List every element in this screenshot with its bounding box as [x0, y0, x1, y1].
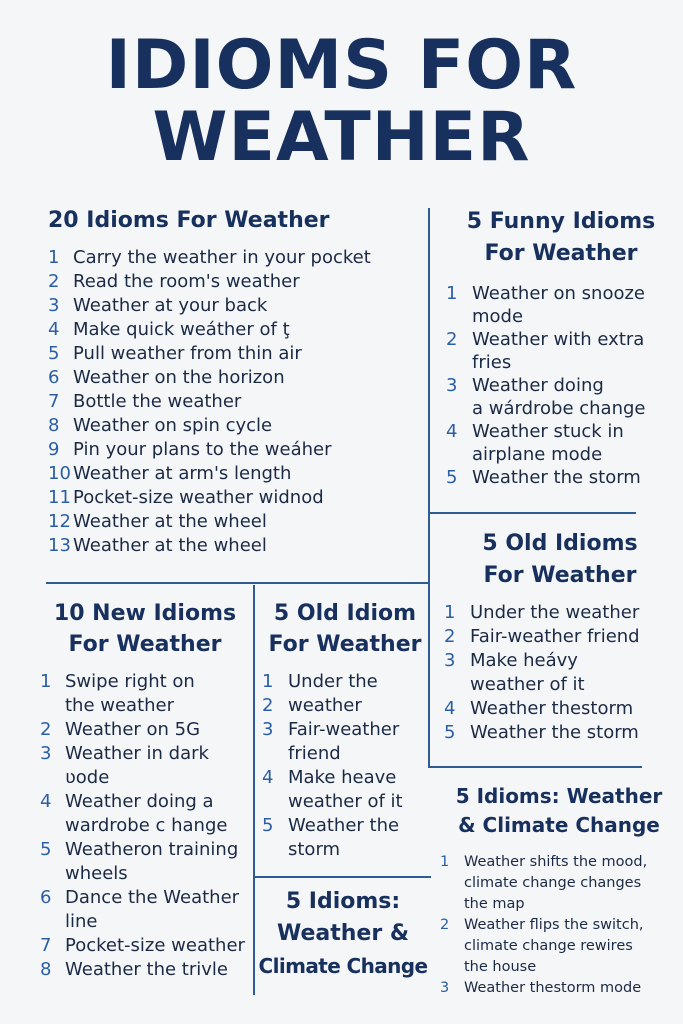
- divider-horizontal-left: [46, 582, 430, 584]
- list-item: [446, 420, 676, 466]
- item-number: 2: [444, 626, 456, 647]
- list-item: [40, 934, 250, 958]
- item-text: wheels: [65, 863, 128, 884]
- item-text: Weather stuck in: [472, 421, 624, 442]
- item-number: 4: [444, 698, 456, 719]
- section-heading: [256, 886, 430, 982]
- heading-line-1: 5 Idioms: Weather: [455, 784, 663, 808]
- heading-line-2: & Climate Change: [458, 813, 660, 837]
- item-number: 1: [446, 283, 458, 304]
- item-text: wardrobe c hange: [65, 815, 228, 836]
- item-text: Weather on snooze: [472, 283, 645, 304]
- list-item: [440, 978, 678, 999]
- item-text: Pocket-size weather widnod: [73, 487, 324, 508]
- item-number: 1: [262, 671, 274, 692]
- item-number: 9: [48, 439, 60, 460]
- list-item: [440, 852, 678, 915]
- item-text: Weather the storm: [472, 467, 641, 488]
- list-item: [48, 462, 420, 486]
- list-item: [446, 282, 676, 328]
- item-text: Bottle the weather: [73, 391, 242, 412]
- list-item: [48, 294, 420, 318]
- item-text: Weather shifts the mood,: [464, 854, 648, 870]
- list-item: [40, 718, 250, 742]
- item-text: ʋode: [65, 767, 110, 788]
- idiom-list: [444, 601, 676, 745]
- item-text: Weather on the horizon: [73, 367, 285, 388]
- item-text: Read the room's weather: [73, 271, 300, 292]
- item-text: climate change rewires: [464, 938, 633, 954]
- heading-line-2: For Weather: [483, 563, 637, 588]
- item-text: Make heávy: [470, 650, 578, 671]
- list-item: [48, 438, 420, 462]
- item-text: Pocket-size weather: [65, 935, 245, 956]
- item-text: Weather at arm's length: [73, 463, 292, 484]
- item-text: Weather at the wheel: [73, 511, 267, 532]
- item-text: mode: [472, 306, 524, 327]
- item-text: Make heave: [288, 767, 397, 788]
- list-item: [48, 318, 420, 342]
- section-heading: [40, 598, 250, 660]
- list-item: [48, 366, 420, 390]
- item-text: storm: [288, 839, 341, 860]
- item-number: 2: [48, 271, 60, 292]
- item-number: 1: [40, 671, 52, 692]
- heading-line-2: Weather &: [276, 921, 410, 946]
- item-text: Under the weather: [470, 602, 640, 623]
- item-number: 5: [40, 839, 52, 860]
- item-number: 1: [444, 602, 456, 623]
- item-number: 3: [262, 719, 274, 740]
- list-item: [262, 718, 428, 766]
- heading-line-2: For Weather: [68, 632, 222, 657]
- list-item: [48, 414, 420, 438]
- heading-line-1: 5 Old Idioms: [482, 531, 638, 556]
- page-title-line-2: WEATHER: [152, 98, 531, 177]
- section-climate-idioms-middle: [256, 886, 430, 982]
- list-item: [262, 670, 428, 694]
- list-item: [444, 625, 676, 649]
- item-text: Swipe right on: [65, 671, 195, 692]
- idiom-list: [440, 852, 678, 999]
- heading-line-3: Climate Change: [258, 954, 428, 978]
- list-item: [40, 958, 250, 982]
- item-number: 5: [446, 467, 458, 488]
- item-text: the map: [464, 896, 525, 912]
- item-number: 1: [440, 854, 450, 870]
- list-item: [262, 694, 428, 718]
- list-item: [444, 697, 676, 721]
- list-item: [262, 766, 428, 814]
- item-text: fries: [472, 352, 512, 373]
- list-item: [48, 246, 420, 270]
- item-text: Under the: [288, 671, 378, 692]
- divider-horizontal-middle: [253, 876, 431, 878]
- item-text: airplane mode: [472, 444, 603, 465]
- list-item: [48, 510, 420, 534]
- item-number: 7: [48, 391, 60, 412]
- item-number: 11: [48, 487, 71, 508]
- list-item: [40, 886, 250, 934]
- item-text: the house: [464, 959, 537, 975]
- item-number: 4: [48, 319, 60, 340]
- item-number: 13: [48, 535, 71, 556]
- idiom-list: [40, 670, 250, 982]
- item-text: Weather the: [288, 815, 400, 836]
- list-item: [40, 838, 250, 886]
- item-text: weather of it: [288, 791, 403, 812]
- item-text: weather: [288, 695, 362, 716]
- page-title: [0, 26, 683, 177]
- item-text: Weather in dark: [65, 743, 209, 764]
- heading-line-2: For Weather: [484, 241, 638, 266]
- item-number: 5: [262, 815, 274, 836]
- section-funny-idioms: [446, 206, 676, 489]
- item-number: 12: [48, 511, 71, 532]
- divider-vertical-middle: [253, 585, 255, 995]
- idiom-list: [262, 670, 428, 862]
- item-number: 8: [48, 415, 60, 436]
- list-item: [40, 670, 250, 718]
- item-number: 6: [40, 887, 52, 908]
- item-number: 4: [446, 421, 458, 442]
- item-text: Make quick weáther of ţ: [73, 319, 290, 340]
- page-title-line-1: IDIOMS FOR: [105, 26, 578, 105]
- item-number: 5: [48, 343, 60, 364]
- list-item: [48, 534, 420, 558]
- item-text: line: [65, 911, 98, 932]
- item-number: 3: [48, 295, 60, 316]
- item-text: Weather with extra: [472, 329, 645, 350]
- section-old-idioms-middle: [262, 598, 428, 862]
- list-item: [40, 790, 250, 838]
- list-item: [446, 466, 676, 489]
- section-heading: [446, 206, 676, 270]
- item-text: Weather thestorm: [470, 698, 634, 719]
- idiom-list: [446, 282, 676, 489]
- item-text: weather of it: [470, 674, 585, 695]
- section-old-idioms-right: [444, 528, 676, 745]
- item-number: 1: [48, 247, 60, 268]
- list-item: [48, 486, 420, 510]
- item-text: Weatheron training: [65, 839, 239, 860]
- item-text: Fair-weather friend: [470, 626, 640, 647]
- section-climate-idioms-right: [440, 782, 678, 999]
- item-text: Carry the weather in your pocket: [73, 247, 371, 268]
- item-number: 3: [444, 650, 456, 671]
- item-text: Weather thestorm mode: [464, 980, 642, 996]
- item-text: a wárdrobe change: [472, 398, 646, 419]
- list-item: [440, 915, 678, 978]
- section-heading: [440, 782, 678, 840]
- item-text: Pull weather from thin air: [73, 343, 302, 364]
- item-number: 3: [40, 743, 52, 764]
- item-number: 10: [48, 463, 71, 484]
- heading-line-1: 5 Funny Idioms: [466, 209, 656, 234]
- heading-line-1: 5 Idioms:: [285, 889, 401, 914]
- list-item: [48, 390, 420, 414]
- list-item: [446, 374, 676, 420]
- section-20-idioms: [48, 206, 420, 558]
- item-text: Dance the Weather: [65, 887, 240, 908]
- item-text: the weather: [65, 695, 175, 716]
- item-text: Weather the storm: [470, 722, 639, 743]
- section-heading: [262, 598, 428, 660]
- section-heading: 20 Idioms For Weather: [48, 208, 330, 233]
- heading-line-1: 10 New Idioms: [53, 601, 237, 626]
- item-text: climate change changes: [464, 875, 642, 891]
- heading-line-1: 5 Old Idiom: [273, 601, 417, 626]
- item-number: 2: [262, 695, 274, 716]
- item-number: 2: [40, 719, 52, 740]
- item-number: 2: [440, 917, 450, 933]
- list-item: [262, 814, 428, 862]
- item-number: 4: [40, 791, 52, 812]
- item-text: Pin your plans to the weáher: [73, 439, 332, 460]
- idiom-list: [48, 246, 420, 558]
- section-heading: [444, 528, 676, 592]
- item-text: Weather on 5G: [65, 719, 201, 740]
- section-new-idioms: [40, 598, 250, 982]
- item-text: Weather flips the switch,: [464, 917, 644, 933]
- item-text: Weather doing a: [65, 791, 214, 812]
- divider-horizontal-right-top: [430, 512, 636, 514]
- list-item: [48, 342, 420, 366]
- item-text: Weather the trivle: [65, 959, 228, 980]
- list-item: [446, 328, 676, 374]
- item-number: 4: [262, 767, 274, 788]
- item-text: friend: [288, 743, 341, 764]
- item-number: 2: [446, 329, 458, 350]
- list-item: [444, 601, 676, 625]
- item-number: 5: [444, 722, 456, 743]
- item-text: Weather doing: [472, 375, 604, 396]
- item-number: 6: [48, 367, 60, 388]
- divider-vertical-right: [428, 208, 430, 768]
- item-text: Weather at the wheel: [73, 535, 267, 556]
- item-number: 8: [40, 959, 52, 980]
- list-item: [48, 270, 420, 294]
- divider-horizontal-right-bottom: [430, 766, 642, 768]
- list-item: [444, 649, 676, 697]
- list-item: [40, 742, 250, 790]
- item-number: 7: [40, 935, 52, 956]
- list-item: [444, 721, 676, 745]
- item-text: Weather on spin cycle: [73, 415, 273, 436]
- item-text: Weather at your back: [73, 295, 268, 316]
- item-number: 3: [446, 375, 458, 396]
- item-text: Fair-weather: [288, 719, 400, 740]
- heading-line-2: For Weather: [268, 632, 422, 657]
- item-number: 3: [440, 980, 450, 996]
